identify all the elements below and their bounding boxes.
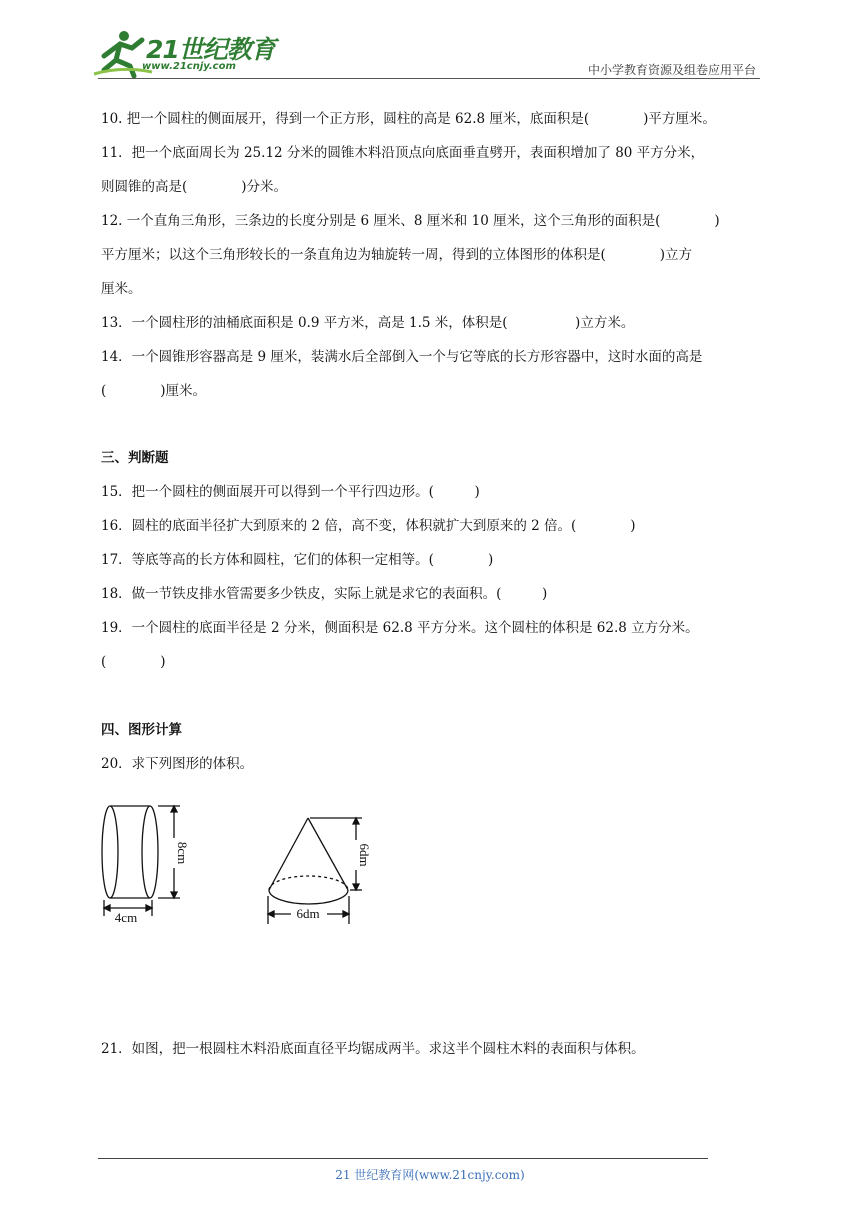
header-divider — [98, 78, 760, 79]
footer-text: 21 世纪教育网(www.21cnjy.com) — [335, 1168, 525, 1182]
question-line: 15．把一个圆柱的侧面展开可以得到一个平行四边形。( ) — [101, 484, 480, 500]
cylinder-height-label: 8cm — [175, 841, 190, 865]
question-line: 20．求下列图形的体积。 — [101, 756, 254, 772]
section-title-geometry: 四、图形计算 — [101, 722, 182, 738]
question-line: 12. 一个直角三角形，三条边的长度分别是 6 厘米、8 厘米和 10 厘米，这个三角形的面积是( ) — [101, 213, 720, 229]
page-header — [0, 0, 860, 90]
logo-text: 21世纪教育 — [146, 35, 275, 64]
question-line: 平方厘米；以这个三角形较长的一条直角边为轴旋转一周，得到的立体图形的体积是( )立方 — [101, 247, 693, 263]
question-line: 则圆锥的高是( )分米。 — [101, 179, 288, 195]
cone-width-label: 6dm — [296, 906, 320, 921]
question-line: 11．把一个底面周长为 25.12 分米的圆锥木料沿顶点向底面垂直劈开，表面积增加了 80 平方分米， — [101, 145, 705, 161]
question-line: 13．一个圆柱形的油桶底面积是 0.9 平方米，高是 1.5 米，体积是( )立方米。 — [101, 315, 635, 331]
question-line: 厘米。 — [101, 281, 142, 297]
section-title-judgement: 三、判断题 — [101, 450, 169, 466]
question-line: 14．一个圆锥形容器高是 9 厘米，装满水后全部倒入一个与它等底的长方形容器中，这时水面的高是 — [101, 349, 703, 365]
question-line: 10. 把一个圆柱的侧面展开，得到一个正方形，圆柱的高是 62.8 厘米，底面积是( )平方厘米。 — [101, 111, 716, 127]
document-body — [101, 102, 766, 781]
cylinder-width-label: 4cm — [114, 910, 138, 925]
figure-cylinder-cone — [96, 800, 396, 930]
question-line: ( )厘米。 — [101, 383, 207, 399]
question-line: 18．做一节铁皮排水管需要多少铁皮，实际上就是求它的表面积。( ) — [101, 586, 548, 602]
logo-url: www.21cnjy.com — [142, 61, 236, 72]
question-line: 17．等底等高的长方体和圆柱，它们的体积一定相等。( ) — [101, 552, 494, 568]
platform-name: 中小学教育资源及组卷应用平台 — [587, 63, 756, 77]
footer-divider — [98, 1158, 708, 1159]
question-line: 19．一个圆柱的底面半径是 2 分米，侧面积是 62.8 平方分米。这个圆柱的体积是 62.8 立方分米。 — [101, 620, 699, 636]
cone-height-label: 6dm — [357, 843, 372, 867]
question-line: 16．圆柱的底面半径扩大到原来的 2 倍，高不变，体积就扩大到原来的 2 倍。( ) — [101, 518, 636, 534]
question-line: 21．如图，把一根圆柱木料沿底面直径平均锯成两半。求这半个圆柱木料的表面积与体积。 — [101, 1041, 645, 1057]
question-line: ( ) — [101, 654, 166, 670]
